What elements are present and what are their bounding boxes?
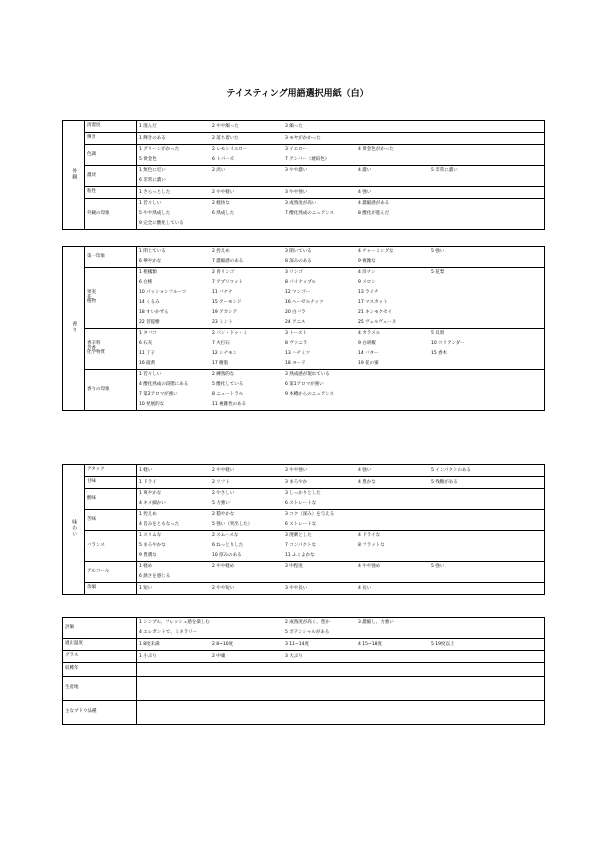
- option-item[interactable]: 5 強い（突出した）: [212, 522, 253, 527]
- row-label: 苦味: [85, 510, 137, 531]
- group-label: [63, 465, 85, 595]
- option-item[interactable]: 9 木樽からのニュアンス: [285, 392, 334, 397]
- option-line: [139, 247, 542, 257]
- table-row: [63, 477, 545, 489]
- option-item[interactable]: 4 15~18度: [358, 641, 383, 647]
- row-label: 生産地: [63, 677, 137, 701]
- group-label-text: 外観: [71, 167, 78, 180]
- option-line: [139, 288, 542, 298]
- option-item[interactable]: 3 11~14度: [285, 641, 310, 647]
- option-item[interactable]: 10 パッションフルーツ: [139, 290, 187, 295]
- table-row: [63, 583, 545, 595]
- table-row: [63, 651, 545, 663]
- summary-section: [62, 617, 545, 725]
- option-item[interactable]: 14 バター: [358, 351, 379, 356]
- option-item[interactable]: 2 やや軽い: [212, 467, 235, 473]
- option-item[interactable]: 3 イエロー: [285, 147, 308, 152]
- option-item[interactable]: 6 トパーズ: [212, 157, 234, 162]
- option-item[interactable]: 19 花の蜜: [358, 361, 379, 366]
- aroma-section: [62, 246, 545, 411]
- options-cell: [137, 489, 545, 510]
- option-item[interactable]: 21 キンモクセイ: [358, 310, 392, 315]
- row-label: アルコール: [85, 562, 137, 583]
- option-line: [139, 308, 542, 318]
- option-item[interactable]: 10 コリアンダー: [431, 341, 465, 346]
- option-item[interactable]: 2 8~10度: [212, 641, 234, 647]
- option-item[interactable]: 3 やや強い: [285, 467, 308, 473]
- option-item[interactable]: 7 アンバー（琥珀色）: [285, 157, 330, 162]
- row-label: 第一印象: [85, 247, 137, 268]
- option-line: [139, 122, 542, 132]
- option-item[interactable]: 2 やや軽い: [212, 189, 235, 195]
- option-item[interactable]: 3 まろやか: [285, 479, 308, 485]
- option-item[interactable]: 3 濃縮し、力強い: [358, 620, 394, 625]
- table-row: [63, 639, 545, 651]
- row-label: 甘味: [85, 477, 137, 489]
- free-entry-cell[interactable]: [137, 663, 545, 677]
- option-item[interactable]: 5 インパクトのある: [431, 467, 471, 473]
- option-item[interactable]: 6 非常に濃い: [139, 178, 166, 183]
- option-item[interactable]: 1 柑橘類: [139, 270, 157, 275]
- option-item[interactable]: 2 ソフト: [212, 479, 230, 485]
- row-label: 適正温度: [63, 639, 137, 651]
- option-item[interactable]: 5 やや熟成した: [139, 211, 171, 216]
- options-cell: [137, 583, 545, 595]
- option-item[interactable]: 5 酸化している: [212, 382, 244, 387]
- option-item[interactable]: 9 完全に酸化している: [139, 221, 184, 226]
- group-label: [63, 247, 85, 411]
- options-cell: [137, 651, 545, 663]
- option-line: [139, 257, 542, 267]
- option-item[interactable]: 16 ヘーゼルナッツ: [285, 300, 324, 305]
- option-line: [139, 489, 542, 499]
- option-line: [139, 278, 542, 288]
- option-item[interactable]: 23 ミント: [212, 320, 233, 325]
- option-item[interactable]: 14 くるみ: [139, 300, 160, 305]
- option-line: [139, 584, 542, 594]
- option-line: [139, 219, 542, 229]
- table-row: [63, 531, 545, 562]
- table-row: [63, 510, 545, 531]
- row-label: 果実 花 植物: [85, 268, 137, 329]
- options-cell: [137, 639, 545, 651]
- table-row: [63, 701, 545, 725]
- option-line: [139, 134, 542, 144]
- options-cell: [137, 145, 545, 166]
- option-item[interactable]: 1 小ぶり: [139, 653, 157, 659]
- option-line: [139, 166, 542, 186]
- option-item[interactable]: 3 成熟度が高い: [285, 201, 317, 206]
- row-label: 粘性: [85, 187, 137, 199]
- option-item[interactable]: 3 コク（深み）を与える: [285, 512, 335, 517]
- option-item[interactable]: 13 ハチミツ: [285, 351, 311, 356]
- option-line: [139, 551, 542, 561]
- option-item[interactable]: 1 スリムな: [139, 533, 162, 538]
- option-item[interactable]: 3 トースト: [285, 331, 308, 336]
- option-item[interactable]: 1 控えめ: [139, 512, 157, 517]
- option-item[interactable]: 6 華やかな: [139, 259, 162, 264]
- option-item[interactable]: 4 洋ナシ: [358, 270, 376, 275]
- option-item[interactable]: 9 複雑な: [358, 259, 376, 264]
- option-item[interactable]: 2 成熟度が高く、豊か: [285, 620, 330, 625]
- row-label: 余韻: [85, 583, 137, 595]
- option-item[interactable]: 5 まろやかな: [139, 543, 166, 548]
- option-item[interactable]: 2 青リンゴ: [212, 270, 235, 275]
- option-item[interactable]: 12 マンゴー: [285, 290, 311, 295]
- option-item[interactable]: 2 落ち着いた: [212, 135, 239, 141]
- option-item[interactable]: 4 強い: [358, 189, 372, 195]
- option-item[interactable]: 1 グリーンがかった: [139, 147, 180, 152]
- option-line: [139, 359, 542, 369]
- option-item[interactable]: 9 白胡椒: [358, 341, 376, 346]
- option-line: [139, 188, 542, 198]
- option-item[interactable]: 7 第2アロマが強い: [139, 392, 178, 397]
- row-label: 収穫年: [63, 663, 137, 677]
- options-cell: [137, 247, 545, 268]
- option-item[interactable]: 5 黄金色: [139, 157, 157, 162]
- option-item[interactable]: 3 やや長い: [285, 585, 308, 591]
- option-line: [139, 318, 542, 328]
- option-item[interactable]: 2 レモンイエロー: [212, 147, 248, 152]
- options-cell: [137, 510, 545, 531]
- option-item[interactable]: 8 ヴァニラ: [285, 341, 308, 346]
- option-line: [139, 541, 542, 551]
- option-line: [139, 520, 542, 530]
- row-label: 輝き: [85, 133, 137, 145]
- option-item[interactable]: 1 爽やかな: [139, 491, 162, 496]
- option-line: [139, 298, 542, 308]
- option-item[interactable]: 25 ヴェルヴェーヌ: [358, 320, 397, 325]
- option-item[interactable]: 7 アプリコット: [212, 280, 243, 285]
- option-item[interactable]: 5 ポテンシャルがある: [285, 630, 330, 635]
- options-cell: [137, 268, 545, 329]
- option-item[interactable]: 8 深みのある: [285, 259, 312, 264]
- option-item[interactable]: 4 エレガントで、ミネラリー: [139, 630, 198, 635]
- option-item[interactable]: 4 黄金色がかった: [358, 147, 394, 152]
- option-item[interactable]: 6 石灰: [139, 341, 153, 346]
- option-item[interactable]: 1 8度未満: [139, 641, 160, 647]
- option-item[interactable]: 4 長い: [358, 585, 372, 591]
- option-item[interactable]: 5 強い: [431, 564, 445, 569]
- option-item[interactable]: 1 澄んだ: [139, 123, 157, 129]
- appearance-section: [62, 120, 545, 230]
- option-item[interactable]: 1 閉じている: [139, 249, 166, 254]
- table-row: [63, 618, 545, 639]
- option-item[interactable]: 4 ドライな: [358, 533, 381, 538]
- option-item[interactable]: 1 ドライ: [139, 479, 157, 485]
- option-item[interactable]: 3 熟成感が現れている: [285, 372, 330, 377]
- option-item[interactable]: 5 力強い: [212, 501, 230, 506]
- row-label: 清澄度: [85, 121, 137, 133]
- table-row: [63, 663, 545, 677]
- options-cell: [137, 465, 545, 477]
- option-item[interactable]: 4 濃い: [358, 168, 372, 173]
- option-item[interactable]: 7 濃縮感のある: [212, 259, 244, 264]
- option-line: [139, 640, 542, 650]
- options-cell: [137, 562, 545, 583]
- option-item[interactable]: 19 アカシア: [212, 310, 238, 315]
- option-item[interactable]: 5 強い: [431, 249, 445, 254]
- option-line: [139, 510, 542, 520]
- option-item[interactable]: 13 ライチ: [358, 290, 379, 295]
- option-line: [139, 499, 542, 509]
- options-cell: [137, 133, 545, 145]
- table-row: [63, 465, 545, 477]
- option-item[interactable]: 2 やや軽め: [212, 564, 235, 569]
- options-cell: [137, 121, 545, 133]
- option-item[interactable]: 4 チャーミングな: [358, 249, 394, 254]
- option-item[interactable]: 2 やや濁った: [212, 123, 239, 129]
- option-item[interactable]: 1 シンプル、フレッシュ感を楽しむ: [139, 620, 210, 625]
- options-cell: [137, 166, 545, 187]
- option-item[interactable]: 3 溌剌とした: [285, 533, 312, 538]
- option-item[interactable]: 5 貝殻: [431, 331, 445, 336]
- row-label: 酸味: [85, 489, 137, 510]
- option-item[interactable]: 2 控えめ: [212, 249, 230, 254]
- group-label-text: 香り: [71, 321, 78, 334]
- option-line: [139, 329, 542, 339]
- option-item[interactable]: 15 香木: [431, 351, 448, 356]
- option-line: [139, 628, 542, 638]
- option-item[interactable]: 18 すいかずら: [139, 310, 169, 315]
- option-item[interactable]: 1 タバコ: [139, 331, 157, 336]
- row-label: アタック: [85, 465, 137, 477]
- option-item[interactable]: 6 白桃: [139, 280, 153, 285]
- option-item[interactable]: 9 豊潤な: [139, 553, 157, 558]
- row-label: 主なブドウ品種: [63, 701, 137, 725]
- option-item[interactable]: 10 厚みのある: [212, 553, 242, 558]
- option-item[interactable]: 2 スムースな: [212, 533, 239, 538]
- row-label: 香りの印象: [85, 370, 137, 411]
- option-item[interactable]: 1 さらっとした: [139, 189, 171, 195]
- option-item[interactable]: 3 濁った: [285, 123, 303, 129]
- option-item[interactable]: 5 残糖がある: [431, 479, 458, 485]
- option-item[interactable]: 4 カラメル: [358, 331, 381, 336]
- option-item[interactable]: 2 淡い: [212, 168, 226, 173]
- option-item[interactable]: 1 短い: [139, 585, 153, 591]
- option-item[interactable]: 5 非常に濃い: [431, 168, 458, 173]
- option-item[interactable]: 7 コンパクトな: [285, 543, 316, 548]
- table-row: [63, 562, 545, 583]
- option-line: [139, 466, 542, 476]
- option-item[interactable]: 4 キメ細かい: [139, 501, 166, 506]
- option-item[interactable]: 8 フラットな: [358, 543, 385, 548]
- option-item[interactable]: 15 アーモンド: [212, 300, 242, 305]
- option-item[interactable]: 11 バナナ: [212, 290, 233, 295]
- group-label-text: 味わい: [71, 519, 78, 538]
- option-line: [139, 380, 542, 390]
- option-line: [139, 390, 542, 400]
- table-row: [63, 247, 545, 268]
- row-label: 濃淡: [85, 166, 137, 187]
- options-cell: [137, 477, 545, 489]
- group-label: [63, 121, 85, 230]
- row-label: 香辛料 芳香 化学物質: [85, 329, 137, 370]
- table-row: [63, 489, 545, 510]
- option-item[interactable]: 2 やや短い: [212, 585, 235, 591]
- options-cell: [137, 199, 545, 230]
- option-item[interactable]: 2 軽快な: [212, 201, 230, 206]
- option-item[interactable]: 7 火打石: [212, 341, 230, 346]
- option-item[interactable]: 20 白バラ: [285, 310, 306, 315]
- option-item[interactable]: 3 中程度: [285, 564, 303, 569]
- option-item[interactable]: 6 ストレートな: [285, 522, 317, 527]
- taste-section: [62, 464, 545, 595]
- table-row: [63, 370, 545, 411]
- option-line: [139, 652, 542, 662]
- table-row: [63, 145, 545, 166]
- option-line: [139, 209, 542, 219]
- table-row: [63, 199, 545, 230]
- table-row: [63, 329, 545, 370]
- option-item[interactable]: 1 軽い: [139, 467, 153, 473]
- option-item[interactable]: 17 マスカット: [358, 300, 388, 305]
- option-item[interactable]: 10 発展的な: [139, 402, 165, 407]
- option-item[interactable]: 3 リンゴ: [285, 270, 303, 275]
- table-row: [63, 133, 545, 145]
- options-cell: [137, 329, 545, 370]
- option-item[interactable]: 3 モヤがかかった: [285, 135, 321, 141]
- option-item[interactable]: 6 ストレートな: [285, 501, 317, 506]
- option-line: [139, 562, 542, 582]
- option-line: [139, 199, 542, 209]
- option-item[interactable]: 11 ふくよかな: [285, 553, 315, 558]
- option-item[interactable]: 9 メロン: [358, 280, 376, 285]
- option-line: [139, 400, 542, 410]
- option-item[interactable]: 3 やや強い: [285, 189, 308, 195]
- option-item[interactable]: 1 若々しい: [139, 201, 162, 206]
- option-line: [139, 268, 542, 278]
- option-item[interactable]: 3 開いている: [285, 249, 312, 254]
- table-row: [63, 187, 545, 199]
- option-item[interactable]: 6 第1アロマが強い: [285, 382, 324, 387]
- option-line: [139, 155, 542, 165]
- option-line: [139, 531, 542, 541]
- option-item[interactable]: 22 菩提樹: [139, 320, 160, 325]
- option-item[interactable]: 1 軽め: [139, 564, 153, 569]
- option-line: [139, 349, 542, 359]
- option-line: [139, 339, 542, 349]
- option-item[interactable]: 18 ヨード: [285, 361, 306, 366]
- option-item[interactable]: 8 ニュートラル: [212, 392, 244, 397]
- option-item[interactable]: 2 練熟的な: [212, 372, 235, 377]
- options-cell: [137, 618, 545, 639]
- option-item[interactable]: 5 花梨: [431, 270, 445, 275]
- row-label: 外観の印象: [85, 199, 137, 230]
- option-item[interactable]: 16 硫黄: [139, 361, 156, 366]
- option-item[interactable]: 11 丁子: [139, 351, 156, 356]
- option-item[interactable]: 11 複雑性のある: [212, 402, 247, 407]
- option-item[interactable]: 6 熱さを感じる: [139, 574, 171, 579]
- options-cell: [137, 187, 545, 199]
- option-item[interactable]: 17 樹脂: [212, 361, 229, 366]
- option-item[interactable]: 3 やや濃い: [285, 168, 308, 173]
- row-label: 色調: [85, 145, 137, 166]
- table-row: [63, 166, 545, 187]
- table-row: [63, 121, 545, 133]
- page-title: テイスティング用語選択用紙（白）: [226, 89, 369, 99]
- table-row: [63, 268, 545, 329]
- option-item[interactable]: 4 豊かな: [358, 479, 376, 485]
- option-line: [139, 478, 542, 488]
- option-item[interactable]: 2 パン・ドゥ・ミ: [212, 331, 248, 336]
- options-cell: [137, 531, 545, 562]
- option-item[interactable]: 4 旨みをともなった: [139, 522, 180, 527]
- table-row: [63, 677, 545, 701]
- option-line: [139, 618, 542, 628]
- option-item[interactable]: 24 アニス: [285, 320, 306, 325]
- free-entry-cell[interactable]: [137, 677, 545, 701]
- option-item[interactable]: 6 ねっとりした: [212, 543, 244, 548]
- option-line: [139, 145, 542, 155]
- row-label: バランス: [85, 531, 137, 562]
- option-item[interactable]: 5 19度以上: [431, 641, 455, 647]
- option-item[interactable]: 8 酸化が進んだ: [358, 211, 390, 216]
- option-item[interactable]: 2 やさしい: [212, 491, 235, 496]
- option-item[interactable]: 4 やや強め: [358, 564, 381, 569]
- option-item[interactable]: 7 酸化熟成のニュアンス: [285, 211, 334, 216]
- option-item[interactable]: 4 強い: [358, 467, 372, 473]
- free-entry-cell[interactable]: [137, 701, 545, 725]
- option-item[interactable]: 12 シナモン: [212, 351, 238, 356]
- option-item[interactable]: 4 濃縮感がある: [358, 201, 390, 206]
- row-label: グラス: [63, 651, 137, 663]
- option-item[interactable]: 3 大ぶり: [285, 653, 303, 659]
- option-item[interactable]: 2 穏やかな: [212, 512, 235, 517]
- row-label: 評価: [63, 618, 137, 639]
- option-line: [139, 370, 542, 380]
- option-item[interactable]: 1 若々しい: [139, 372, 162, 377]
- option-item[interactable]: 1 輝きのある: [139, 135, 166, 141]
- option-item[interactable]: 8 パイナップル: [285, 280, 317, 285]
- option-item[interactable]: 6 熟成した: [212, 211, 235, 216]
- option-item[interactable]: 4 酸化熟成の段階にある: [139, 382, 189, 387]
- options-cell: [137, 370, 545, 411]
- option-item[interactable]: 2 中庸: [212, 653, 226, 659]
- option-item[interactable]: 1 無色に近い: [139, 168, 166, 173]
- option-item[interactable]: 3 しっかりとした: [285, 491, 321, 496]
